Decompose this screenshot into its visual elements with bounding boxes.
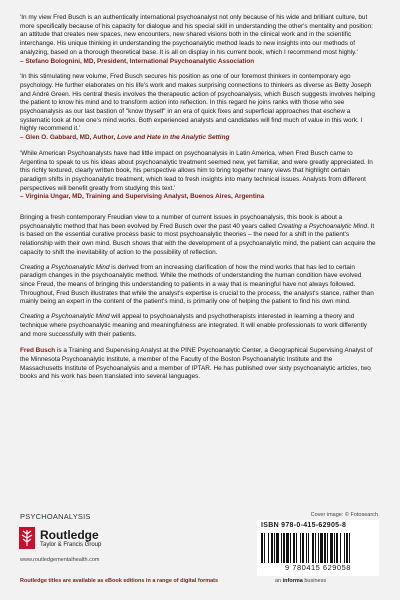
publisher-name: Routledge [40,528,99,542]
book-description-paragraph: Creating a Psychoanalytic Mind will appeal to psychoanalysts and psychotherapists interested in learning a theory and technique where psychoanalytic meaning and meaningfulness are integrated. It will enable professionals to work differently and more successfully with their patients. [20,313,367,338]
quote-text: 'While American Psychoanalysts have had little impact on psychoanalysis in Latin America, when Fred Busch came to Argentina to speak to us his ideas about psychoanalytic treatment seemed new, yet familiar, and were greatly appreciated. In this richly textured, clearly written book, his perspective allows him to bring together many views that highlight certain paradigm shifts in psychoanalytic treatment, which lead to fresh insights into many technical issues. Analysts from different perspectives will benefit greatly from studying this text.' [20,149,373,192]
publisher-url: www.routledgementalhealth.com [20,557,100,563]
cover-image-credit: Cover image: © Fotosearch [310,512,378,518]
author-name: Fred Busch [20,347,56,355]
endorsement-quote [20,150,376,202]
informa-tagline: an informa business [275,578,327,584]
routledge-tree-icon [18,526,36,550]
publisher-logo [18,526,128,554]
subject-category: PSYCHOANALYSIS [20,512,91,521]
book-title: Love and Hate in the Analytic Setting [117,134,230,142]
author-bio: Fred Busch is a Training and Supervising Analyst at the PINE Psychoanalytic Center, a Geographical Supervising Analyst of the Minnesota Psychoanalytic Institute, a member of the Faculty of the Boston Psychoanalytic Institute and the Massachusetts Institute of Psychoanalysis and a member of IPTAR. He has published over sixty psychoanalytic articles, two books and his work has been translated into several languages. [20,347,373,381]
publisher-group: Taylor & Francis Group [40,542,102,548]
cover-text-column [20,14,376,382]
endorsement-quote [20,14,376,66]
barcode-digits: 9 780415 629058 [285,563,351,572]
quote-attribution: – Glen O. Gabbard, MD, Author, Love and Hate in the Analytic Setting [20,134,230,142]
barcode-bars [261,533,375,563]
isbn-label: ISBN 978-0-415-62905-8 [261,522,347,529]
endorsement-quote [20,73,376,143]
ebook-note: Routledge titles are available as eBook editions in a range of digital formats [20,578,219,584]
book-description-paragraph: Bringing a fresh contemporary Freudian view to a number of current issues in psychoanalysis, this book is about a psychoanalytic method that has been evolved by Fred Busch over the past 40 years called Creating a Psychoanalytic Mind. It is based on the essential curative process basic to most psychoanalytic theories – the need for a shift in the patient's relationship with their own mind. Busch shows that with the development of a psychoanalytic mind, the patient can acquire the capacity to shift the inevitability of action to the possibility of reflection. [20,214,376,256]
barcode [257,520,379,576]
quote-attribution: – Stefano Bolognini, MD, President, International Psychoanalytic Association [20,57,255,65]
quote-text: 'In this stimulating new volume, Fred Busch secures his position as one of our foremost thinkers in contemporary ego psychology. He further elaborates on his life's work and makes surprising connections to thinkers as diverse as Betty Joseph and André Green. His central thesis involves the therapeutic action of psychoanalysis, which Busch suggests involves helping the patient to know his mind and to transform action into reflection. In this regard he joins ranks with those who see psychoanalysis as our last bastion of "know thyself" in an era of quick fixes and superficial approaches that eschew a systematic look at how one's mind works. Both experienced analysts and candidates will find much of value in this work. I highly recommend it.' [20,73,375,133]
quote-attribution: – Virginia Ungar, MD, Training and Supervising Analyst, Buenos Aires, Argentina [20,193,265,201]
quote-text: 'In my view Fred Busch is an authentically international psychoanalyst not only because of his wide and brilliant culture, but more specifically because of his capacity for dialogue and his special skill in understanding the other's mentality and position: an attitude that creates new spaces, new encounters, new shared visions both in the clinical work and in the scientific interchange. His unique thinking in understanding the psychoanalytic method leads to new insights into our methods of analyzing, based on a thorough theoretical base. It is all on display in his current book, which I recommend most highly.' [20,14,373,56]
book-description-paragraph: Creating a Psychoanalytic Mind is derived from an increasing clarification of how the mind works that has led to certain paradigm changes in the psychoanalytic method. While the methods of understanding the human condition have evolved since Freud, the means of bringing this understanding to patients in a way that is meaningful have not always followed. Throughout, Fred Busch illustrates that while the analyst's expertise is crucial to the process, the analyst's stance, rather than mainly being an expert in the content of the patient's mind, is primarily one of helping the patient to find his own mind. [20,263,374,306]
